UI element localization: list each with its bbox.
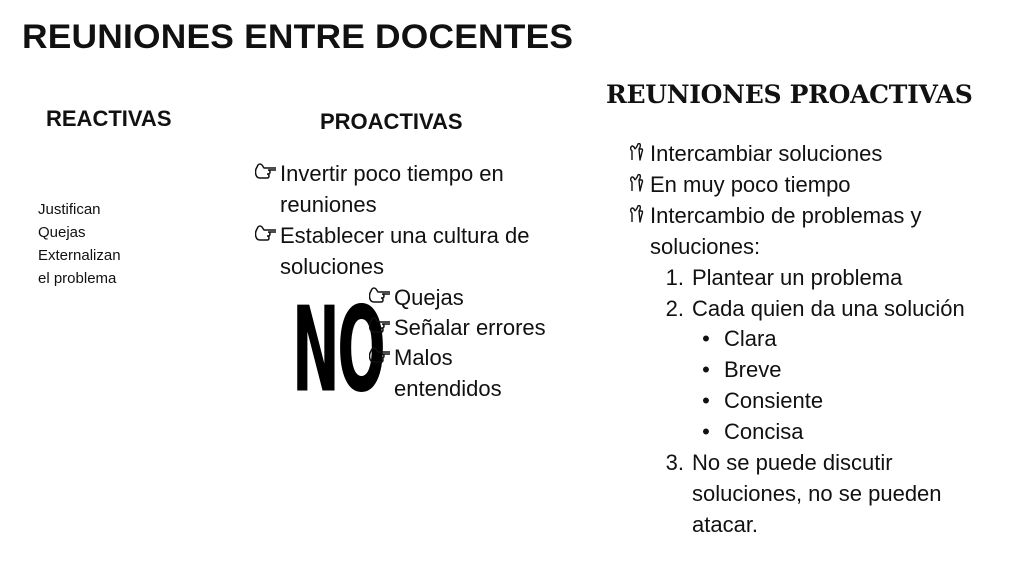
list-item: Quejas	[366, 282, 566, 313]
no-graphic: NO	[292, 281, 384, 419]
pointing-hand-icon	[252, 220, 280, 241]
bullet-item: • Concisa	[702, 419, 804, 444]
list-item: Intercambio de problemas y soluciones:	[622, 200, 962, 262]
reuniones-proactivas-heading: REUNIONES PROACTIVAS	[606, 80, 973, 109]
list-item: Externalizan	[38, 247, 121, 264]
page-title: REUNIONES ENTRE DOCENTES	[22, 18, 574, 56]
list-item: En muy poco tiempo	[622, 169, 1002, 200]
bullet-item: • Clara	[702, 326, 777, 351]
pointing-hand-icon	[366, 312, 394, 333]
ok-hand-icon	[622, 169, 650, 192]
list-item: Justifican	[38, 201, 101, 218]
list-item: Establecer una cultura de soluciones	[252, 220, 552, 282]
numbered-item: 1. Plantear un problema	[665, 265, 903, 290]
list-item: Malos entendidos	[366, 342, 536, 404]
ok-hand-icon	[622, 200, 650, 223]
pointing-hand-icon	[252, 158, 280, 179]
list-item: el problema	[38, 270, 117, 287]
pointing-hand-icon	[366, 342, 394, 363]
list-item: Invertir poco tiempo en reuniones	[252, 158, 552, 220]
reactivas-heading: REACTIVAS	[46, 106, 172, 131]
pointing-hand-icon	[366, 282, 394, 303]
reactivas-list	[38, 198, 121, 290]
bullet-item: • Consiente	[702, 388, 824, 413]
bullet-item: • Breve	[702, 357, 782, 382]
numbered-item: 2. Cada quien da una solución	[665, 296, 965, 321]
proactivas-heading: PROACTIVAS	[320, 109, 463, 134]
list-item: Señalar errores	[366, 312, 566, 343]
numbered-item: 3. No se puede discutir soluciones, no se pueden atacar.	[665, 450, 942, 537]
list-item: Quejas	[38, 224, 86, 241]
ok-hand-icon	[622, 138, 650, 161]
list-item: Intercambiar soluciones	[622, 138, 1002, 169]
